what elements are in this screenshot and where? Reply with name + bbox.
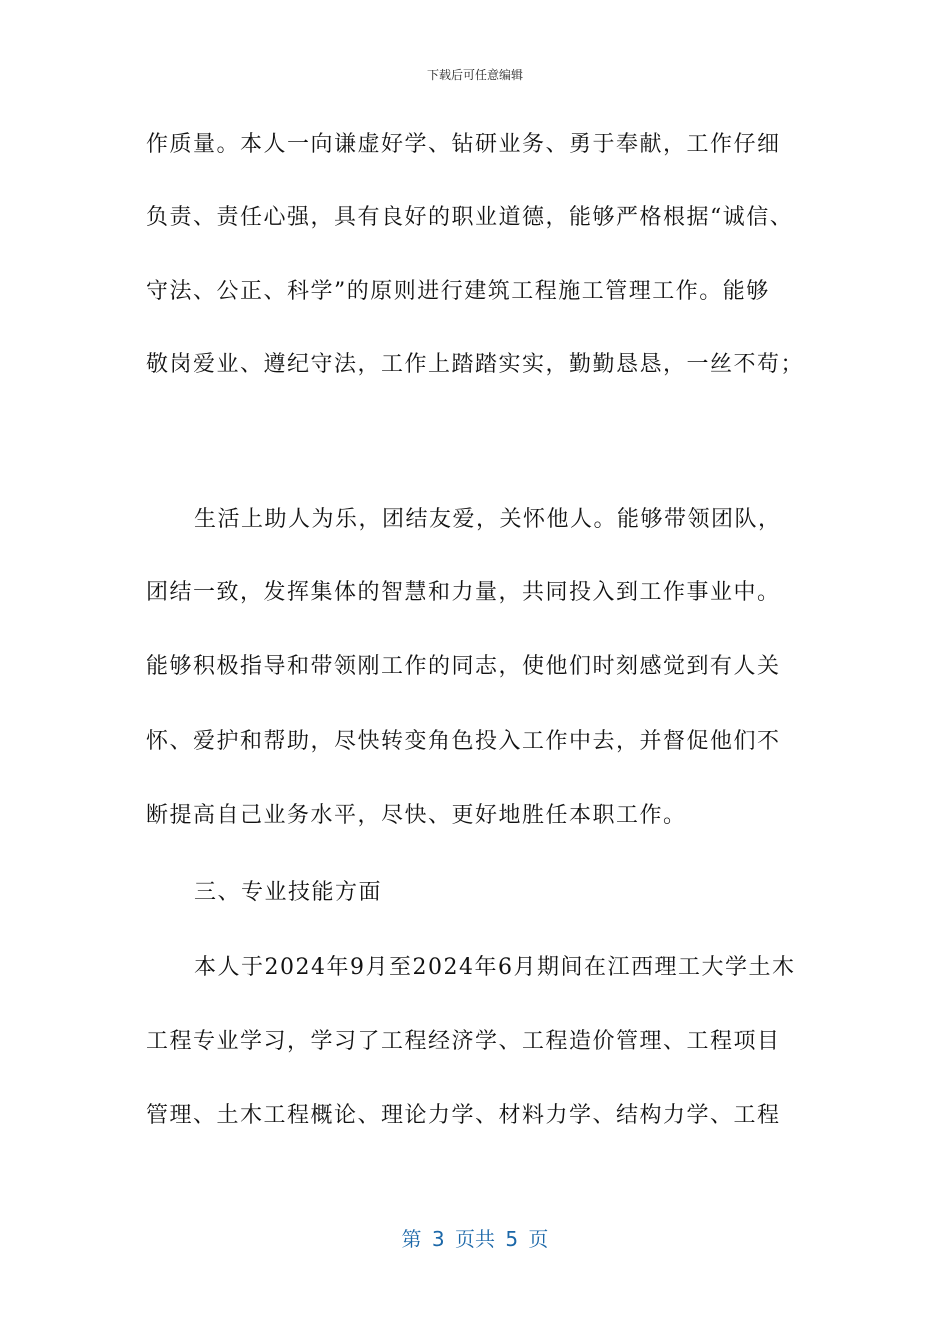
- body-line-1: 作质量。本人一向谦虚好学、钻研业务、勇于奉献，工作仔细: [146, 132, 781, 157]
- body-line-5: 生活上助人为乐，团结友爱，关怀他人。能够带领团队，: [194, 507, 782, 532]
- page-header: 下载后可任意编辑: [426, 68, 523, 82]
- body-line-13: 管理、土木工程概论、理论力学、材料力学、结构力学、工程: [146, 1103, 781, 1128]
- body-line-6: 团结一致，发挥集体的智慧和力量，共同投入到工作事业中。: [146, 580, 781, 605]
- body-line-12: 工程专业学习，学习了工程经济学、工程造价管理、工程项目: [146, 1029, 781, 1054]
- body-line-3: 守法、公正、科学”的原则进行建筑工程施工管理工作。能够: [146, 279, 770, 304]
- body-line-11: 本人于2024年9月至2024年6月期间在江西理工大学土木: [194, 955, 796, 980]
- section-heading: 三、专业技能方面: [194, 880, 383, 905]
- page-footer: 第 3 页共 5 页: [401, 1227, 549, 1251]
- body-line-9: 断提高自己业务水平，尽快、更好地胜任本职工作。: [146, 803, 687, 828]
- body-line-2: 负责、责任心强，具有良好的职业道德，能够严格根据“诚信、: [146, 205, 794, 230]
- body-line-4: 敬岗爱业、遵纪守法，工作上踏踏实实，勤勤恳恳，一丝不苟；: [146, 352, 805, 377]
- body-line-8: 怀、爱护和帮助，尽快转变角色投入工作中去，并督促他们不: [146, 729, 781, 754]
- body-line-7: 能够积极指导和带领刚工作的同志，使他们时刻感觉到有人关: [146, 654, 781, 679]
